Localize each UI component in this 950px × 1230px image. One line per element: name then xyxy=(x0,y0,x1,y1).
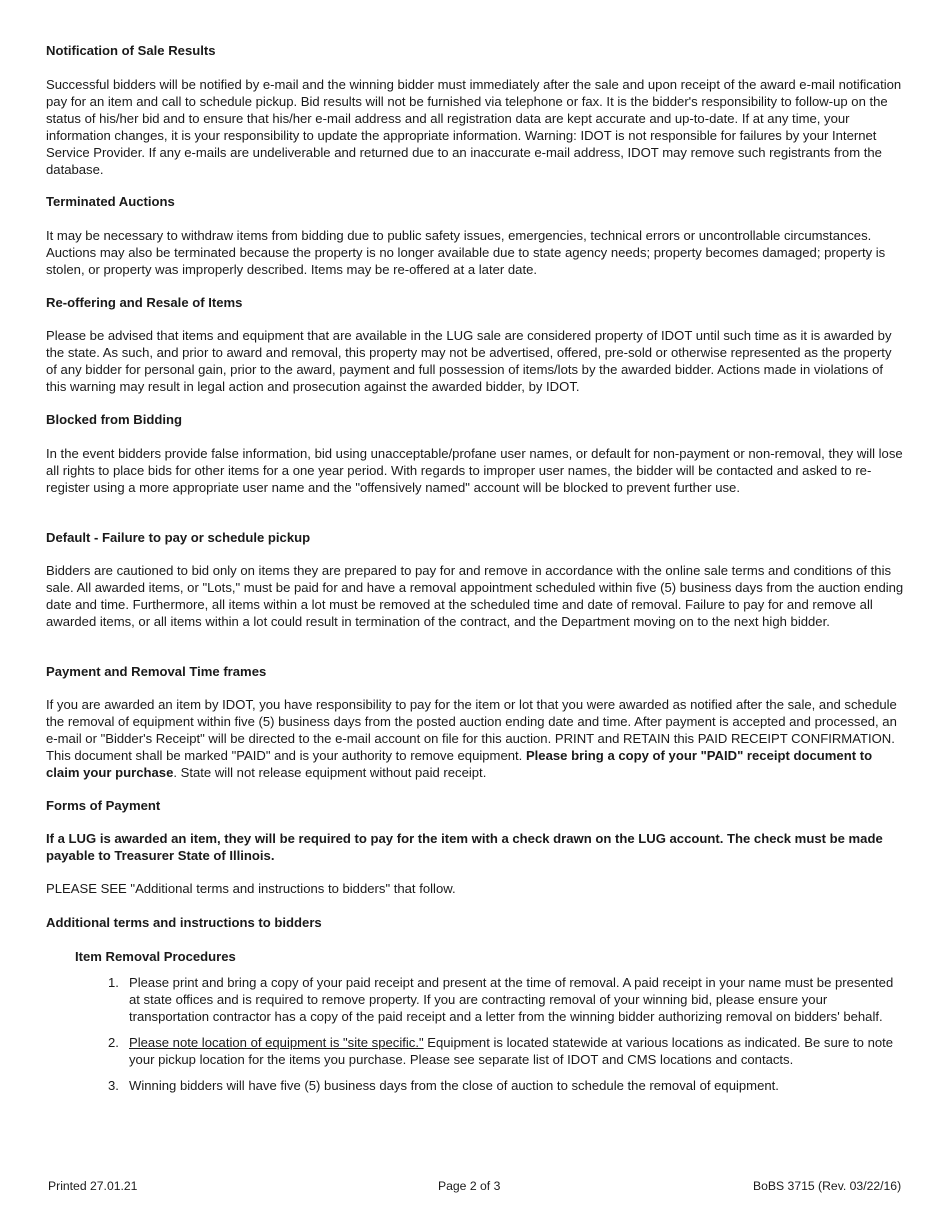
site-specific-note: Please note location of equipment is "site specific." xyxy=(129,1035,424,1050)
paid-receipt-notice: Please bring a copy of your "PAID" receipt document to claim your purchase xyxy=(46,748,873,780)
forms-of-payment-body: If a LUG is awarded an item, they will be required to pay for the item with a check drawn on the LUG account. The check must be made payable to Treasurer State of Illinois. xyxy=(46,831,883,863)
blocked-body: In the event bidders provide false information, bid using unacceptable/profane user names, or default for non-payment or non-removal, they will lose all rights to place bids for other items for a one year period. With regards to improper user names, the bidder will be contacted and asked to re-register using a more appropriate user name and the "offensively named" account will be blocked to prevent further use. xyxy=(46,446,903,495)
footer-page-number: Page 2 of 3 xyxy=(438,1179,501,1193)
additional-terms-heading: Additional terms and instructions to bidders xyxy=(46,915,322,930)
payment-timeframes-text: If you are awarded an item by IDOT, you have responsibility to pay for the item or lot that you were awarded as notified after the sale, and schedule the removal of equipment within five (5) business days from the posted auction ending date and time. After payment is accepted and processed, an e-mail or "Bidder's Receipt" will be directed to the e-mail account on file for this auction. PRINT and RETAIN this PAID RECEIPT CONFIRMATION. This document shall be marked "PAID" and is your authority to remove equipment. xyxy=(46,697,897,763)
reoffering-heading: Re-offering and Resale of Items xyxy=(46,295,243,310)
item-removal-heading: Item Removal Procedures xyxy=(75,949,236,964)
payment-timeframes-tail: . State will not release equipment without paid receipt. xyxy=(173,765,487,780)
list-number: 3. xyxy=(108,1078,119,1093)
list-text: Equipment is located statewide at various locations as indicated. Be sure to note your pickup location for the items you purchase. Please see separate list of IDOT and CMS locations and contacts. xyxy=(129,1035,894,1067)
notification-heading: Notification of Sale Results xyxy=(46,43,216,58)
forms-of-payment-heading: Forms of Payment xyxy=(46,798,161,813)
footer-printed-date: Printed 27.01.21 xyxy=(48,1179,138,1193)
list-text: Winning bidders will have five (5) business days from the close of auction to schedule the removal of equipment. xyxy=(129,1078,779,1093)
default-body: Bidders are cautioned to bid only on items they are prepared to pay for and remove in accordance with the online sale terms and conditions of this sale. All awarded items, or "Lots," must be paid for and have a removal appointment scheduled within five (5) business days from the auction ending date and time. Furthermore, all items within a lot must be removed at the scheduled time and date of removal. Failure to pay for and remove all awarded items, or all items within a lot could result in termination of the contract, and the Department moving on to the next high bidder. xyxy=(46,563,904,629)
terminated-heading: Terminated Auctions xyxy=(46,194,175,209)
payment-timeframes-heading: Payment and Removal Time frames xyxy=(46,664,267,679)
default-heading: Default - Failure to pay or schedule pickup xyxy=(46,530,311,545)
terminated-body: It may be necessary to withdraw items from bidding due to public safety issues, emergencies, technical errors or uncontrollable circumstances. Auctions may also be terminated because the property is no longer available due to state agency needs; property becomes damaged; property is stolen, or property was improperly described. Items may be re-offered at a later date. xyxy=(46,228,886,277)
blocked-heading: Blocked from Bidding xyxy=(46,412,183,427)
list-text: Please print and bring a copy of your paid receipt and present at the time of removal. A paid receipt in your name must be presented at state offices and is required to remove property. If you are contracting removal of your winning bid, please ensure your transportation contractor has a copy of the paid receipt and a letter from the winning bidder authorizing removal on bidders' behalf. xyxy=(129,975,894,1024)
list-item xyxy=(108,1077,906,1094)
payment-timeframes-body xyxy=(46,696,906,781)
notification-body: Successful bidders will be notified by e-mail and the winning bidder must immediately after the sale and upon receipt of the award e-mail notification pay for an item and call to schedule pickup. Bid results will not be furnished via telephone or fax. It is the bidder's responsibility to follow-up on the status of his/her bid and to ensure that his/her e-mail address and all registration data are kept accurate and up-to-date. If at any time, your information changes, it is your responsibility to update the appropriate information. Warning: IDOT is not responsible for failures by your Internet Service Provider. If any e-mails are undeliverable and returned due to an inaccurate e-mail address, IDOT may remove such registrants from the database. xyxy=(46,77,902,177)
footer-form-number: BoBS 3715 (Rev. 03/22/16) xyxy=(753,1179,902,1193)
list-number: 2. xyxy=(108,1035,119,1050)
removal-steps-list xyxy=(46,974,906,1094)
please-see-note: PLEASE SEE "Additional terms and instructions to bidders" that follow. xyxy=(46,881,456,896)
list-item xyxy=(108,1034,906,1068)
list-number: 1. xyxy=(108,975,119,990)
reoffering-body: Please be advised that items and equipment that are available in the LUG sale are considered property of IDOT until such time as it is awarded by the state. As such, and prior to award and removal, this property may not be advertised, offered, pre-sold or otherwise represented as the property of any bidder for personal gain, prior to the award, payment and full possession of items/lots by the awarded bidder. Actions made in violations of this warning may result in legal action and prosecution against the awarded bidder, by IDOT. xyxy=(46,328,892,394)
list-item xyxy=(108,974,906,1025)
